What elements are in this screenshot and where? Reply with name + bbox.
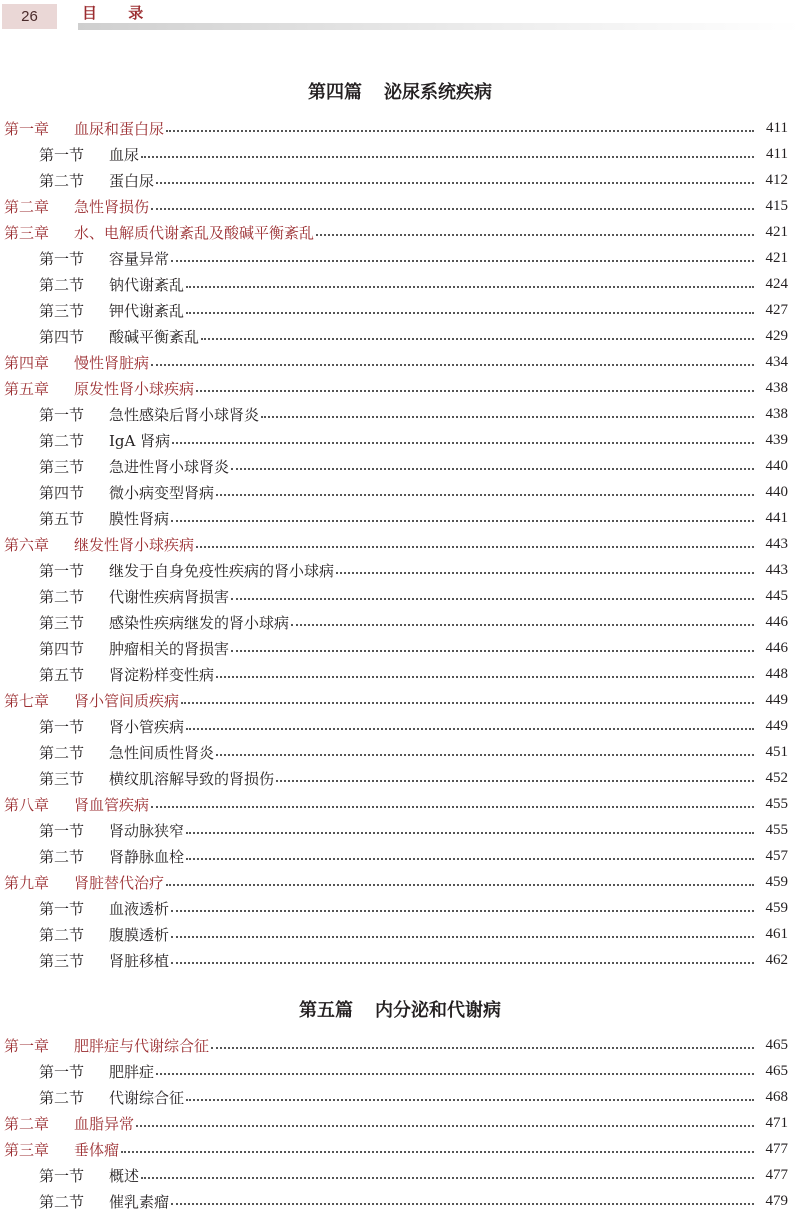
toc-section-entry[interactable] xyxy=(0,739,800,765)
toc-section-entry[interactable] xyxy=(0,323,800,349)
toc-section-entry[interactable] xyxy=(0,1058,800,1084)
entry-number: 第二节 xyxy=(39,847,85,866)
entry-number: 第二章 xyxy=(4,1114,50,1133)
toc-section-entry[interactable] xyxy=(0,271,800,297)
entry-number: 第三节 xyxy=(39,613,85,632)
dot-leader xyxy=(216,493,754,496)
toc-section-entry[interactable] xyxy=(0,583,800,609)
entry-number: 第一章 xyxy=(4,1036,50,1055)
dot-leader xyxy=(201,337,754,340)
page-number: 26 xyxy=(2,4,57,29)
dot-leader xyxy=(171,259,754,262)
dot-leader xyxy=(186,1098,754,1101)
entry-number: 第三节 xyxy=(39,301,85,320)
toc-section-entry[interactable] xyxy=(0,1162,800,1188)
entry-number: 第一节 xyxy=(39,821,85,840)
dot-leader xyxy=(171,1202,754,1205)
entry-title: 肾血管疾病 xyxy=(74,795,150,814)
toc-section-entry[interactable] xyxy=(0,479,800,505)
entry-page-number: 412 xyxy=(765,171,788,188)
toc-section-entry[interactable] xyxy=(0,843,800,869)
entry-title: 微小病变型肾病 xyxy=(109,483,215,502)
dot-leader xyxy=(186,727,754,730)
entry-title: 催乳素瘤 xyxy=(109,1192,170,1211)
toc-chapter-entry[interactable] xyxy=(0,869,800,895)
toc-chapter-entry[interactable] xyxy=(0,219,800,245)
entry-number: 第八章 xyxy=(4,795,50,814)
entry-title: 水、电解质代谢紊乱及酸碱平衡紊乱 xyxy=(74,223,315,242)
entry-title: 概述 xyxy=(109,1166,140,1185)
entry-number: 第三节 xyxy=(39,769,85,788)
entry-page-number: 424 xyxy=(765,275,788,292)
entry-number: 第一节 xyxy=(39,1166,85,1185)
dot-leader xyxy=(156,181,754,184)
toc-part4 xyxy=(0,115,800,973)
entry-title: 慢性肾脏病 xyxy=(74,353,150,372)
entry-title: 代谢综合征 xyxy=(109,1088,185,1107)
entry-page-number: 440 xyxy=(765,483,788,500)
entry-page-number: 439 xyxy=(765,431,788,448)
entry-page-number: 421 xyxy=(765,223,788,240)
dot-leader xyxy=(166,129,754,132)
dot-leader xyxy=(171,519,754,522)
toc-section-entry[interactable] xyxy=(0,895,800,921)
entry-page-number: 446 xyxy=(765,613,788,630)
toc-chapter-entry[interactable] xyxy=(0,687,800,713)
toc-section-entry[interactable] xyxy=(0,765,800,791)
dot-leader xyxy=(156,1072,754,1075)
entry-title: 急性间质性肾炎 xyxy=(109,743,215,762)
toc-section-entry[interactable] xyxy=(0,817,800,843)
entry-page-number: 448 xyxy=(765,665,788,682)
entry-page-number: 465 xyxy=(765,1062,788,1079)
entry-title: 酸碱平衡紊乱 xyxy=(109,327,200,346)
dot-leader xyxy=(151,363,754,366)
entry-page-number: 455 xyxy=(765,795,788,812)
entry-title: 肾淀粉样变性病 xyxy=(109,665,215,684)
toc-chapter-entry[interactable] xyxy=(0,349,800,375)
entry-page-number: 411 xyxy=(766,145,788,162)
dot-leader xyxy=(211,1046,754,1049)
entry-number: 第七章 xyxy=(4,691,50,710)
dot-leader xyxy=(231,467,754,470)
toc-chapter-entry[interactable] xyxy=(0,1136,800,1162)
entry-page-number: 429 xyxy=(765,327,788,344)
entry-page-number: 461 xyxy=(765,925,788,942)
entry-page-number: 421 xyxy=(765,249,788,266)
entry-page-number: 449 xyxy=(765,691,788,708)
entry-number: 第五节 xyxy=(39,665,85,684)
entry-page-number: 434 xyxy=(765,353,788,370)
entry-page-number: 441 xyxy=(765,509,788,526)
entry-number: 第九章 xyxy=(4,873,50,892)
entry-page-number: 415 xyxy=(765,197,788,214)
toc-section-entry[interactable] xyxy=(0,141,800,167)
dot-leader xyxy=(231,597,754,600)
entry-page-number: 438 xyxy=(765,379,788,396)
entry-number: 第二节 xyxy=(39,1192,85,1211)
toc-chapter-entry[interactable] xyxy=(0,1032,800,1058)
entry-number: 第四节 xyxy=(39,483,85,502)
part-number: 第五篇 xyxy=(299,1000,353,1021)
entry-page-number: 427 xyxy=(765,301,788,318)
toc-section-entry[interactable] xyxy=(0,401,800,427)
toc-chapter-entry[interactable] xyxy=(0,791,800,817)
entry-page-number: 479 xyxy=(765,1192,788,1209)
entry-page-number: 446 xyxy=(765,639,788,656)
entry-title: 肾小管间质疾病 xyxy=(74,691,180,710)
entry-title: 钾代谢紊乱 xyxy=(109,301,185,320)
dot-leader xyxy=(121,1150,754,1153)
entry-number: 第一节 xyxy=(39,561,85,580)
toc-chapter-entry[interactable] xyxy=(0,193,800,219)
entry-number: 第二节 xyxy=(39,743,85,762)
dot-leader xyxy=(196,545,754,548)
toc-section-entry[interactable] xyxy=(0,505,800,531)
entry-title: 横纹肌溶解导致的肾损伤 xyxy=(109,769,275,788)
toc-section-entry[interactable] xyxy=(0,713,800,739)
entry-title: 垂体瘤 xyxy=(74,1140,120,1159)
entry-number: 第四节 xyxy=(39,327,85,346)
entry-page-number: 457 xyxy=(765,847,788,864)
entry-number: 第三节 xyxy=(39,951,85,970)
page-header xyxy=(0,0,800,40)
dot-leader xyxy=(186,311,754,314)
entry-number: 第一节 xyxy=(39,899,85,918)
toc-part5 xyxy=(0,1032,800,1214)
dot-leader xyxy=(336,571,754,574)
dot-leader xyxy=(276,779,754,782)
entry-title: IgA 肾病 xyxy=(109,431,171,450)
entry-page-number: 445 xyxy=(765,587,788,604)
entry-page-number: 455 xyxy=(765,821,788,838)
entry-title: 急性肾损伤 xyxy=(74,197,150,216)
toc-section-entry[interactable] xyxy=(0,921,800,947)
entry-title: 血液透析 xyxy=(109,899,170,918)
entry-title: 钠代谢紊乱 xyxy=(109,275,185,294)
toc-section-entry[interactable] xyxy=(0,557,800,583)
entry-title: 肿瘤相关的肾损害 xyxy=(109,639,230,658)
entry-page-number: 471 xyxy=(765,1114,788,1131)
entry-title: 肥胖症与代谢综合征 xyxy=(74,1036,210,1055)
toc-section-entry[interactable] xyxy=(0,167,800,193)
dot-leader xyxy=(141,1176,754,1179)
entry-page-number: 451 xyxy=(765,743,788,760)
entry-title: 感染性疾病继发的肾小球病 xyxy=(109,613,290,632)
entry-title: 肥胖症 xyxy=(109,1062,155,1081)
entry-number: 第二节 xyxy=(39,171,85,190)
entry-number: 第六章 xyxy=(4,535,50,554)
toc-chapter-entry[interactable] xyxy=(0,1110,800,1136)
entry-page-number: 449 xyxy=(765,717,788,734)
dot-leader xyxy=(171,961,754,964)
dot-leader xyxy=(141,155,754,158)
entry-page-number: 459 xyxy=(765,899,788,916)
part-name: 内分泌和代谢病 xyxy=(375,1000,501,1021)
dot-leader xyxy=(171,909,754,912)
entry-number: 第一节 xyxy=(39,1062,85,1081)
toc-section-entry[interactable] xyxy=(0,609,800,635)
dot-leader xyxy=(186,285,754,288)
entry-number: 第二节 xyxy=(39,925,85,944)
entry-number: 第一节 xyxy=(39,249,85,268)
dot-leader xyxy=(136,1124,754,1127)
entry-number: 第二章 xyxy=(4,197,50,216)
entry-title: 急进性肾小球肾炎 xyxy=(109,457,230,476)
entry-title: 腹膜透析 xyxy=(109,925,170,944)
entry-title: 急性感染后肾小球肾炎 xyxy=(109,405,260,424)
toc-section-entry[interactable] xyxy=(0,635,800,661)
toc-section-entry[interactable] xyxy=(0,453,800,479)
entry-number: 第一节 xyxy=(39,717,85,736)
entry-number: 第一节 xyxy=(39,405,85,424)
entry-page-number: 477 xyxy=(765,1166,788,1183)
dot-leader xyxy=(216,753,754,756)
toc-chapter-entry[interactable] xyxy=(0,531,800,557)
entry-page-number: 438 xyxy=(765,405,788,422)
entry-number: 第三章 xyxy=(4,1140,50,1159)
dot-leader xyxy=(151,207,754,210)
entry-page-number: 468 xyxy=(765,1088,788,1105)
toc-section-entry[interactable] xyxy=(0,297,800,323)
toc-section-entry[interactable] xyxy=(0,245,800,271)
entry-title: 原发性肾小球疾病 xyxy=(74,379,195,398)
entry-title: 血尿 xyxy=(109,145,140,164)
entry-title: 蛋白尿 xyxy=(109,171,155,190)
entry-title: 代谢性疾病肾损害 xyxy=(109,587,230,606)
entry-title: 继发于自身免疫性疾病的肾小球病 xyxy=(109,561,335,580)
dot-leader xyxy=(216,675,754,678)
toc-section-entry[interactable] xyxy=(0,661,800,687)
entry-number: 第二节 xyxy=(39,431,85,450)
entry-title: 肾小管疾病 xyxy=(109,717,185,736)
entry-page-number: 459 xyxy=(765,873,788,890)
toc-section-entry[interactable] xyxy=(0,947,800,973)
entry-page-number: 477 xyxy=(765,1140,788,1157)
entry-page-number: 443 xyxy=(765,535,788,552)
entry-page-number: 411 xyxy=(766,119,788,136)
entry-number: 第五节 xyxy=(39,509,85,528)
entry-page-number: 462 xyxy=(765,951,788,968)
entry-number: 第三节 xyxy=(39,457,85,476)
entry-number: 第二节 xyxy=(39,587,85,606)
header-rule xyxy=(78,23,800,30)
entry-title: 血脂异常 xyxy=(74,1114,135,1133)
dot-leader xyxy=(196,389,754,392)
toc-chapter-entry[interactable] xyxy=(0,115,800,141)
entry-number: 第一章 xyxy=(4,119,50,138)
part-name: 泌尿系统疾病 xyxy=(384,82,492,103)
header-title: 目 录 xyxy=(82,4,157,22)
toc-section-entry[interactable] xyxy=(0,427,800,453)
entry-title: 继发性肾小球疾病 xyxy=(74,535,195,554)
entry-title: 肾脏替代治疗 xyxy=(74,873,165,892)
dot-leader xyxy=(166,883,754,886)
entry-number: 第四章 xyxy=(4,353,50,372)
entry-title: 肾静脉血栓 xyxy=(109,847,185,866)
dot-leader xyxy=(231,649,754,652)
dot-leader xyxy=(151,805,754,808)
dot-leader xyxy=(291,623,754,626)
dot-leader xyxy=(261,415,754,418)
part-title xyxy=(0,996,800,1022)
entry-page-number: 443 xyxy=(765,561,788,578)
entry-number: 第一节 xyxy=(39,145,85,164)
entry-title: 血尿和蛋白尿 xyxy=(74,119,165,138)
entry-title: 容量异常 xyxy=(109,249,170,268)
entry-number: 第二节 xyxy=(39,275,85,294)
entry-page-number: 465 xyxy=(765,1036,788,1053)
entry-number: 第四节 xyxy=(39,639,85,658)
part-number: 第四篇 xyxy=(308,82,362,103)
entry-number: 第二节 xyxy=(39,1088,85,1107)
dot-leader xyxy=(172,441,754,444)
dot-leader xyxy=(186,831,754,834)
entry-number: 第三章 xyxy=(4,223,50,242)
dot-leader xyxy=(181,701,754,704)
part-title xyxy=(0,78,800,104)
entry-title: 膜性肾病 xyxy=(109,509,170,528)
entry-number: 第五章 xyxy=(4,379,50,398)
toc-section-entry[interactable] xyxy=(0,1188,800,1214)
entry-title: 肾脏移植 xyxy=(109,951,170,970)
dot-leader xyxy=(171,935,754,938)
entry-title: 肾动脉狭窄 xyxy=(109,821,185,840)
dot-leader xyxy=(186,857,754,860)
entry-page-number: 440 xyxy=(765,457,788,474)
toc-chapter-entry[interactable] xyxy=(0,375,800,401)
toc-section-entry[interactable] xyxy=(0,1084,800,1110)
dot-leader xyxy=(316,233,754,236)
entry-page-number: 452 xyxy=(765,769,788,786)
